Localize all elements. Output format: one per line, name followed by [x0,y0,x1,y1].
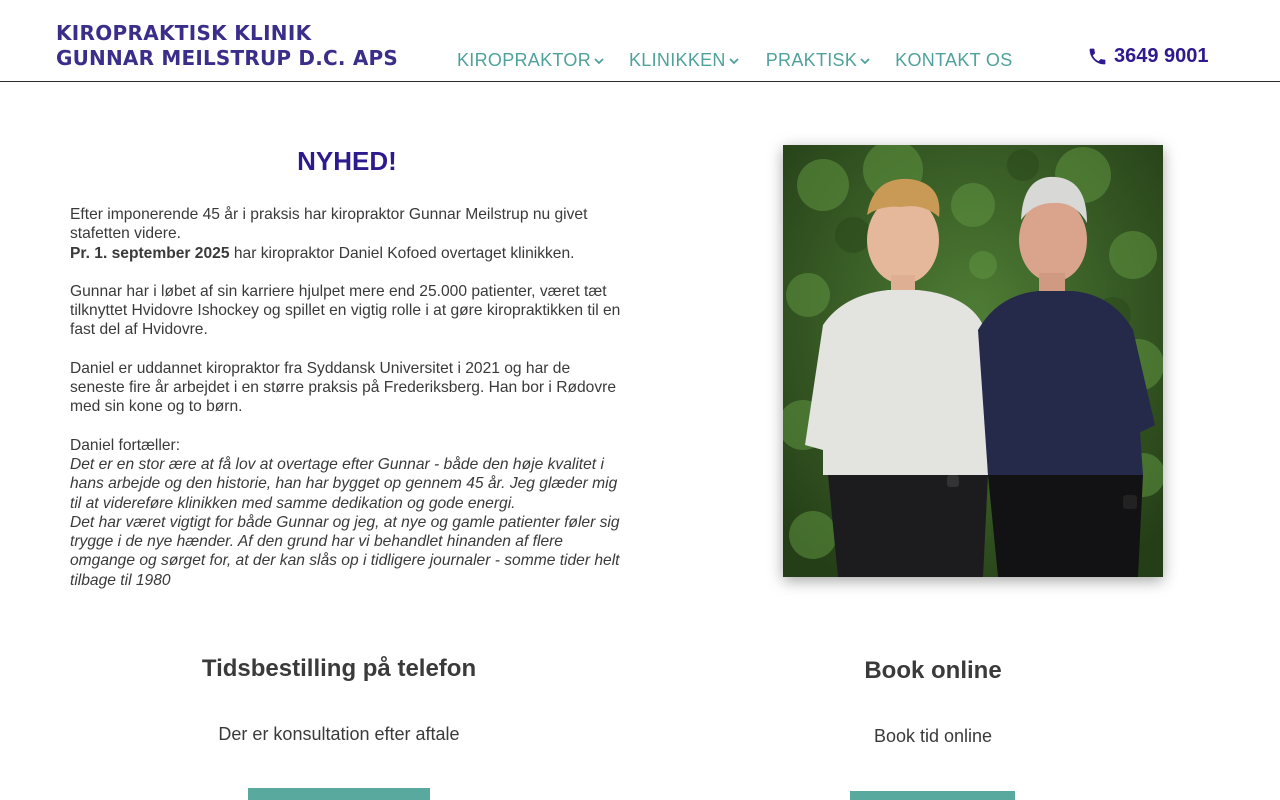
news-photo [783,145,1163,577]
nav-label: KLINIKKEN [629,50,726,70]
news-title: NYHED! [297,146,397,176]
main-nav [457,50,1037,71]
chevron-down-icon [859,55,871,67]
online-booking-text: Book tid online [873,726,993,746]
news-paragraph: Gunnar har i løbet af sin karriere hjulpet mere end 25.000 patienter, været tæt tilknyttet Hvidovre Ishockey og spillet en vigtig rolle i at gøre kiropraktikken til en fast del af Hvidovre. [70,282,621,339]
online-booking-title: Book online [864,657,1002,684]
news-paragraph: Daniel er uddannet kiropraktor fra Syddansk Universitet i 2021 og har de seneste fire år arbejdet i en større praksis på Frederiksberg. Han bor i Rødovre med sin kone og to børn. [70,359,617,416]
nav-item-kiropraktor[interactable] [457,50,605,71]
chevron-down-icon [728,55,740,67]
quote-intro: Daniel fortæller: [70,436,181,454]
quote-paragraph: Det er en stor ære at få lov at overtage efter Gunnar - både den høje kvalitet i hans arbejde og den historie, han har bygget op gennem 45 år. Jeg glæder mig til at videreføre klinikken med samme dedikation og gode energi. [70,455,618,512]
nav-item-kontakt-os[interactable] [895,50,1012,71]
header-phone-link[interactable] [1087,45,1209,68]
news-paragraph: Efter imponerende 45 år i praksis har kiropraktor Gunnar Meilstrup nu givet stafetten videre. [70,206,588,243]
chevron-down-icon [593,55,605,67]
nav-label: PRAKTISK [765,50,858,70]
phone-icon [1087,46,1108,67]
news-paragraph [70,244,626,263]
logo-line-2: GUNNAR MEILSTRUP D.C. APS [56,46,399,70]
site-logo[interactable] [56,21,398,71]
nav-item-klinikken[interactable] [629,50,740,71]
takeover-text: har kiropraktor Daniel Kofoed overtaget klinikken. [229,244,575,262]
quote-paragraph: Det har været vigtigt for både Gunnar og jeg, at nye og gamle patienter føler sig trygge i de nye hænder. Af den grund har vi behandlet hinanden af flere omgange og sørget for, at der kan slås op i tidligere journaler - somme tider helt tilbage til 1980 [70,513,620,589]
news-body [70,205,626,590]
takeover-date: Pr. 1. september 2025 [70,244,230,262]
book-online-button[interactable] [850,791,1015,800]
phone-number: 3649 9001 [1114,45,1209,67]
nav-item-praktisk[interactable] [766,50,871,71]
logo-line-1: KIROPRAKTISK KLINIK [56,21,312,45]
phone-booking-title: Tidsbestilling på telefon [201,655,477,682]
photo-two-men [783,145,1163,577]
site-header [0,0,1280,82]
nav-label: KIROPRAKTOR [457,50,591,70]
phone-booking-text: Der er konsultation efter aftale [218,724,460,744]
nav-label: KONTAKT OS [895,50,1013,70]
call-button[interactable] [248,788,430,800]
